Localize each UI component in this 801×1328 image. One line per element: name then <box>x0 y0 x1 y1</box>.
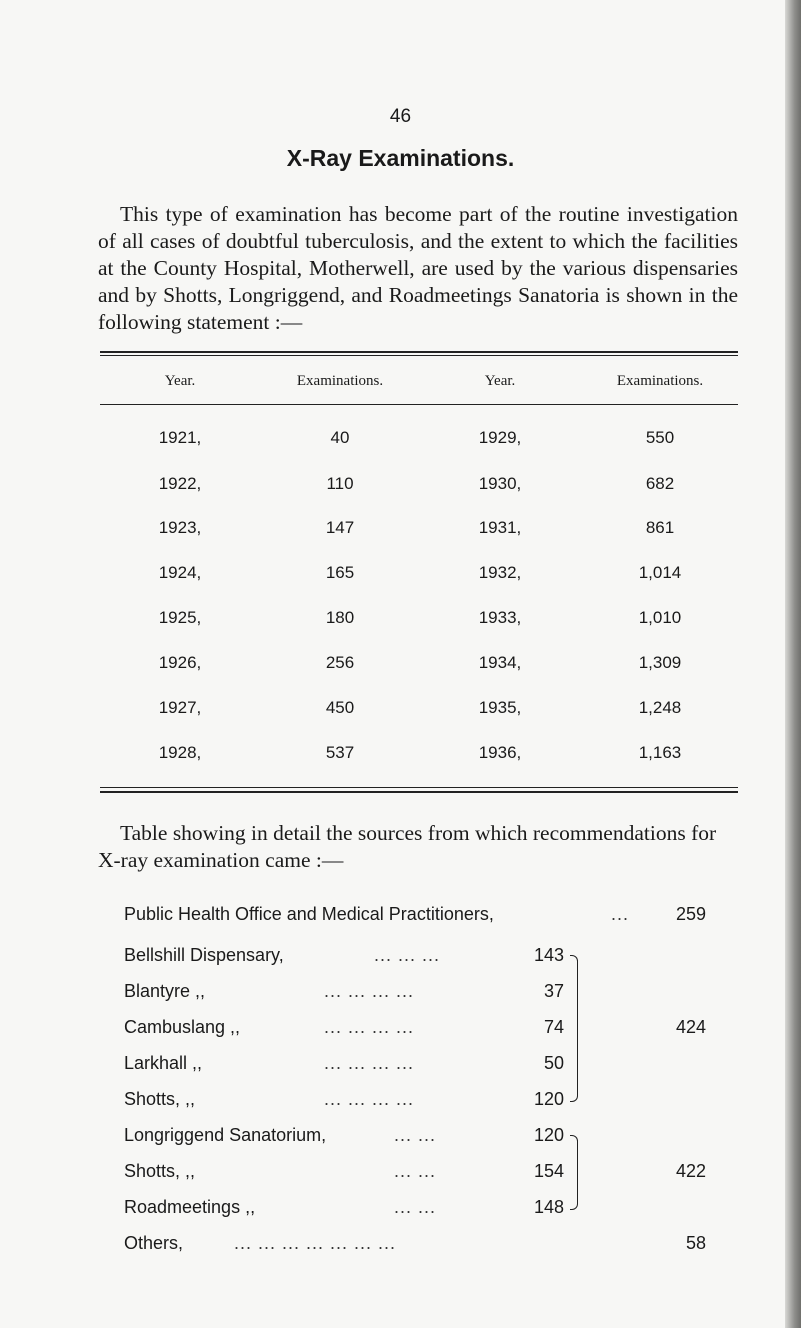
source-dispensary <box>124 981 724 1007</box>
source-label: Bellshill Dispensary, <box>124 945 284 965</box>
cell-examinations: 1,309 <box>638 653 682 672</box>
cell-year: 1931, <box>478 518 522 537</box>
cell-examinations: 682 <box>645 474 675 493</box>
cell-year: 1925, <box>158 608 202 627</box>
cell-examinations: 147 <box>325 518 355 537</box>
source-label: Larkhall ,, <box>124 1053 203 1073</box>
table-top-rule <box>100 351 738 353</box>
cell-year: 1936, <box>478 743 522 762</box>
cell-year: 1926, <box>158 653 202 672</box>
sources-intro-paragraph: Table showing in detail the sources from which recommendations for X-ray examination came :— <box>98 821 717 872</box>
cell-examinations: 1,248 <box>638 698 682 717</box>
cell-examinations: 537 <box>325 743 355 762</box>
cell-year: 1928, <box>158 743 202 762</box>
source-label: Shotts, ,, <box>124 1089 196 1109</box>
table-bottom-rule-thin <box>100 787 738 788</box>
leader-dots: ... ... ... ... <box>324 1017 415 1037</box>
cell-year: 1927, <box>158 698 202 717</box>
header-examinations-2: Examinations. <box>616 373 704 389</box>
cell-examinations: 1,010 <box>638 608 682 627</box>
cell-examinations: 256 <box>325 653 355 672</box>
source-dispensary <box>124 1089 724 1115</box>
cell-examinations: 1,014 <box>638 563 682 582</box>
source-value: 148 <box>533 1197 564 1217</box>
table-row <box>100 474 740 498</box>
source-value: 120 <box>533 1125 564 1145</box>
source-label: Blantyre ,, <box>124 981 206 1001</box>
leader-dots: ... ... ... <box>374 945 441 965</box>
cell-year: 1921, <box>158 428 202 447</box>
source-total: 58 <box>685 1233 706 1253</box>
cell-examinations: 110 <box>326 474 354 493</box>
source-value: 37 <box>543 981 564 1001</box>
header-examinations-1: Examinations. <box>296 373 384 389</box>
cell-year: 1935, <box>478 698 522 717</box>
table-header-row <box>100 373 740 397</box>
cell-examinations: 40 <box>330 428 350 447</box>
cell-examinations: 861 <box>645 518 675 537</box>
table-top-rule-thin <box>100 355 738 356</box>
leader-dots: ... <box>611 904 630 924</box>
table-bottom-rule <box>100 791 738 793</box>
leader-dots: ... ... <box>394 1197 437 1217</box>
source-sanatorium <box>124 1125 724 1151</box>
cell-examinations: 450 <box>325 698 355 717</box>
source-total: 259 <box>675 904 706 924</box>
sanatoria-total-row <box>124 1161 724 1187</box>
source-label: Public Health Office and Medical Practitioners, <box>124 904 494 924</box>
table-row <box>100 743 740 767</box>
header-year-2: Year. <box>484 373 516 389</box>
table-row <box>100 563 740 587</box>
source-dispensary <box>124 1053 724 1079</box>
page-edge-shadow <box>785 0 801 1328</box>
source-sanatorium <box>124 1197 724 1223</box>
leader-dots: ... ... ... ... <box>324 1053 415 1073</box>
source-label: Cambuslang ,, <box>124 1017 241 1037</box>
source-label: Others, <box>124 1233 184 1253</box>
cell-examinations: 550 <box>645 428 675 447</box>
source-value: 50 <box>543 1053 564 1073</box>
source-value: 154 <box>533 1161 564 1181</box>
cell-year: 1932, <box>478 563 522 582</box>
cell-examinations: 1,163 <box>638 743 682 762</box>
cell-year: 1929, <box>478 428 522 447</box>
table-row <box>100 518 740 542</box>
table-row <box>100 608 740 632</box>
leader-dots: ... ... <box>394 1161 437 1181</box>
source-value: 74 <box>543 1017 564 1037</box>
source-dispensary <box>124 945 724 971</box>
cell-year: 1930, <box>478 474 522 493</box>
cell-year: 1924, <box>158 563 202 582</box>
cell-year: 1933, <box>478 608 522 627</box>
header-year-1: Year. <box>164 373 196 389</box>
source-label: Roadmeetings ,, <box>124 1197 256 1217</box>
cell-examinations: 165 <box>325 563 355 582</box>
intro-paragraph: This type of examination has become part of the routine investigation of all cases of doubtful tuberculosis, and the extent to which the facilities at the County Hospital, Motherwell, are used by the various dispensaries and by Shotts, Longriggend, and Roadmeetings Sanatoria is shown in the following statement :— <box>98 202 738 334</box>
cell-year: 1934, <box>478 653 522 672</box>
source-label: Shotts, ,, <box>124 1161 196 1181</box>
leader-dots: ... ... ... ... <box>324 981 415 1001</box>
page-number: 46 <box>389 106 412 127</box>
page-title: X-Ray Examinations. <box>286 145 515 171</box>
dispensaries-total: 424 <box>675 1017 706 1037</box>
table-header-rule <box>100 404 738 405</box>
table-row <box>100 698 740 722</box>
source-public-health <box>124 904 724 930</box>
cell-year: 1923, <box>158 518 202 537</box>
cell-year: 1922, <box>158 474 202 493</box>
table-row <box>100 653 740 677</box>
source-others <box>124 1233 724 1259</box>
leader-dots: ... ... <box>394 1125 437 1145</box>
leader-dots: ... ... ... ... <box>324 1089 415 1109</box>
sanatoria-total: 422 <box>675 1161 706 1181</box>
leader-dots: ... ... ... ... ... ... ... <box>234 1233 397 1253</box>
source-label: Longriggend Sanatorium, <box>124 1125 327 1145</box>
dispensaries-total-row <box>124 1017 724 1043</box>
table-row <box>100 428 740 452</box>
source-value: 143 <box>533 945 564 965</box>
source-value: 120 <box>533 1089 564 1109</box>
cell-examinations: 180 <box>325 608 355 627</box>
